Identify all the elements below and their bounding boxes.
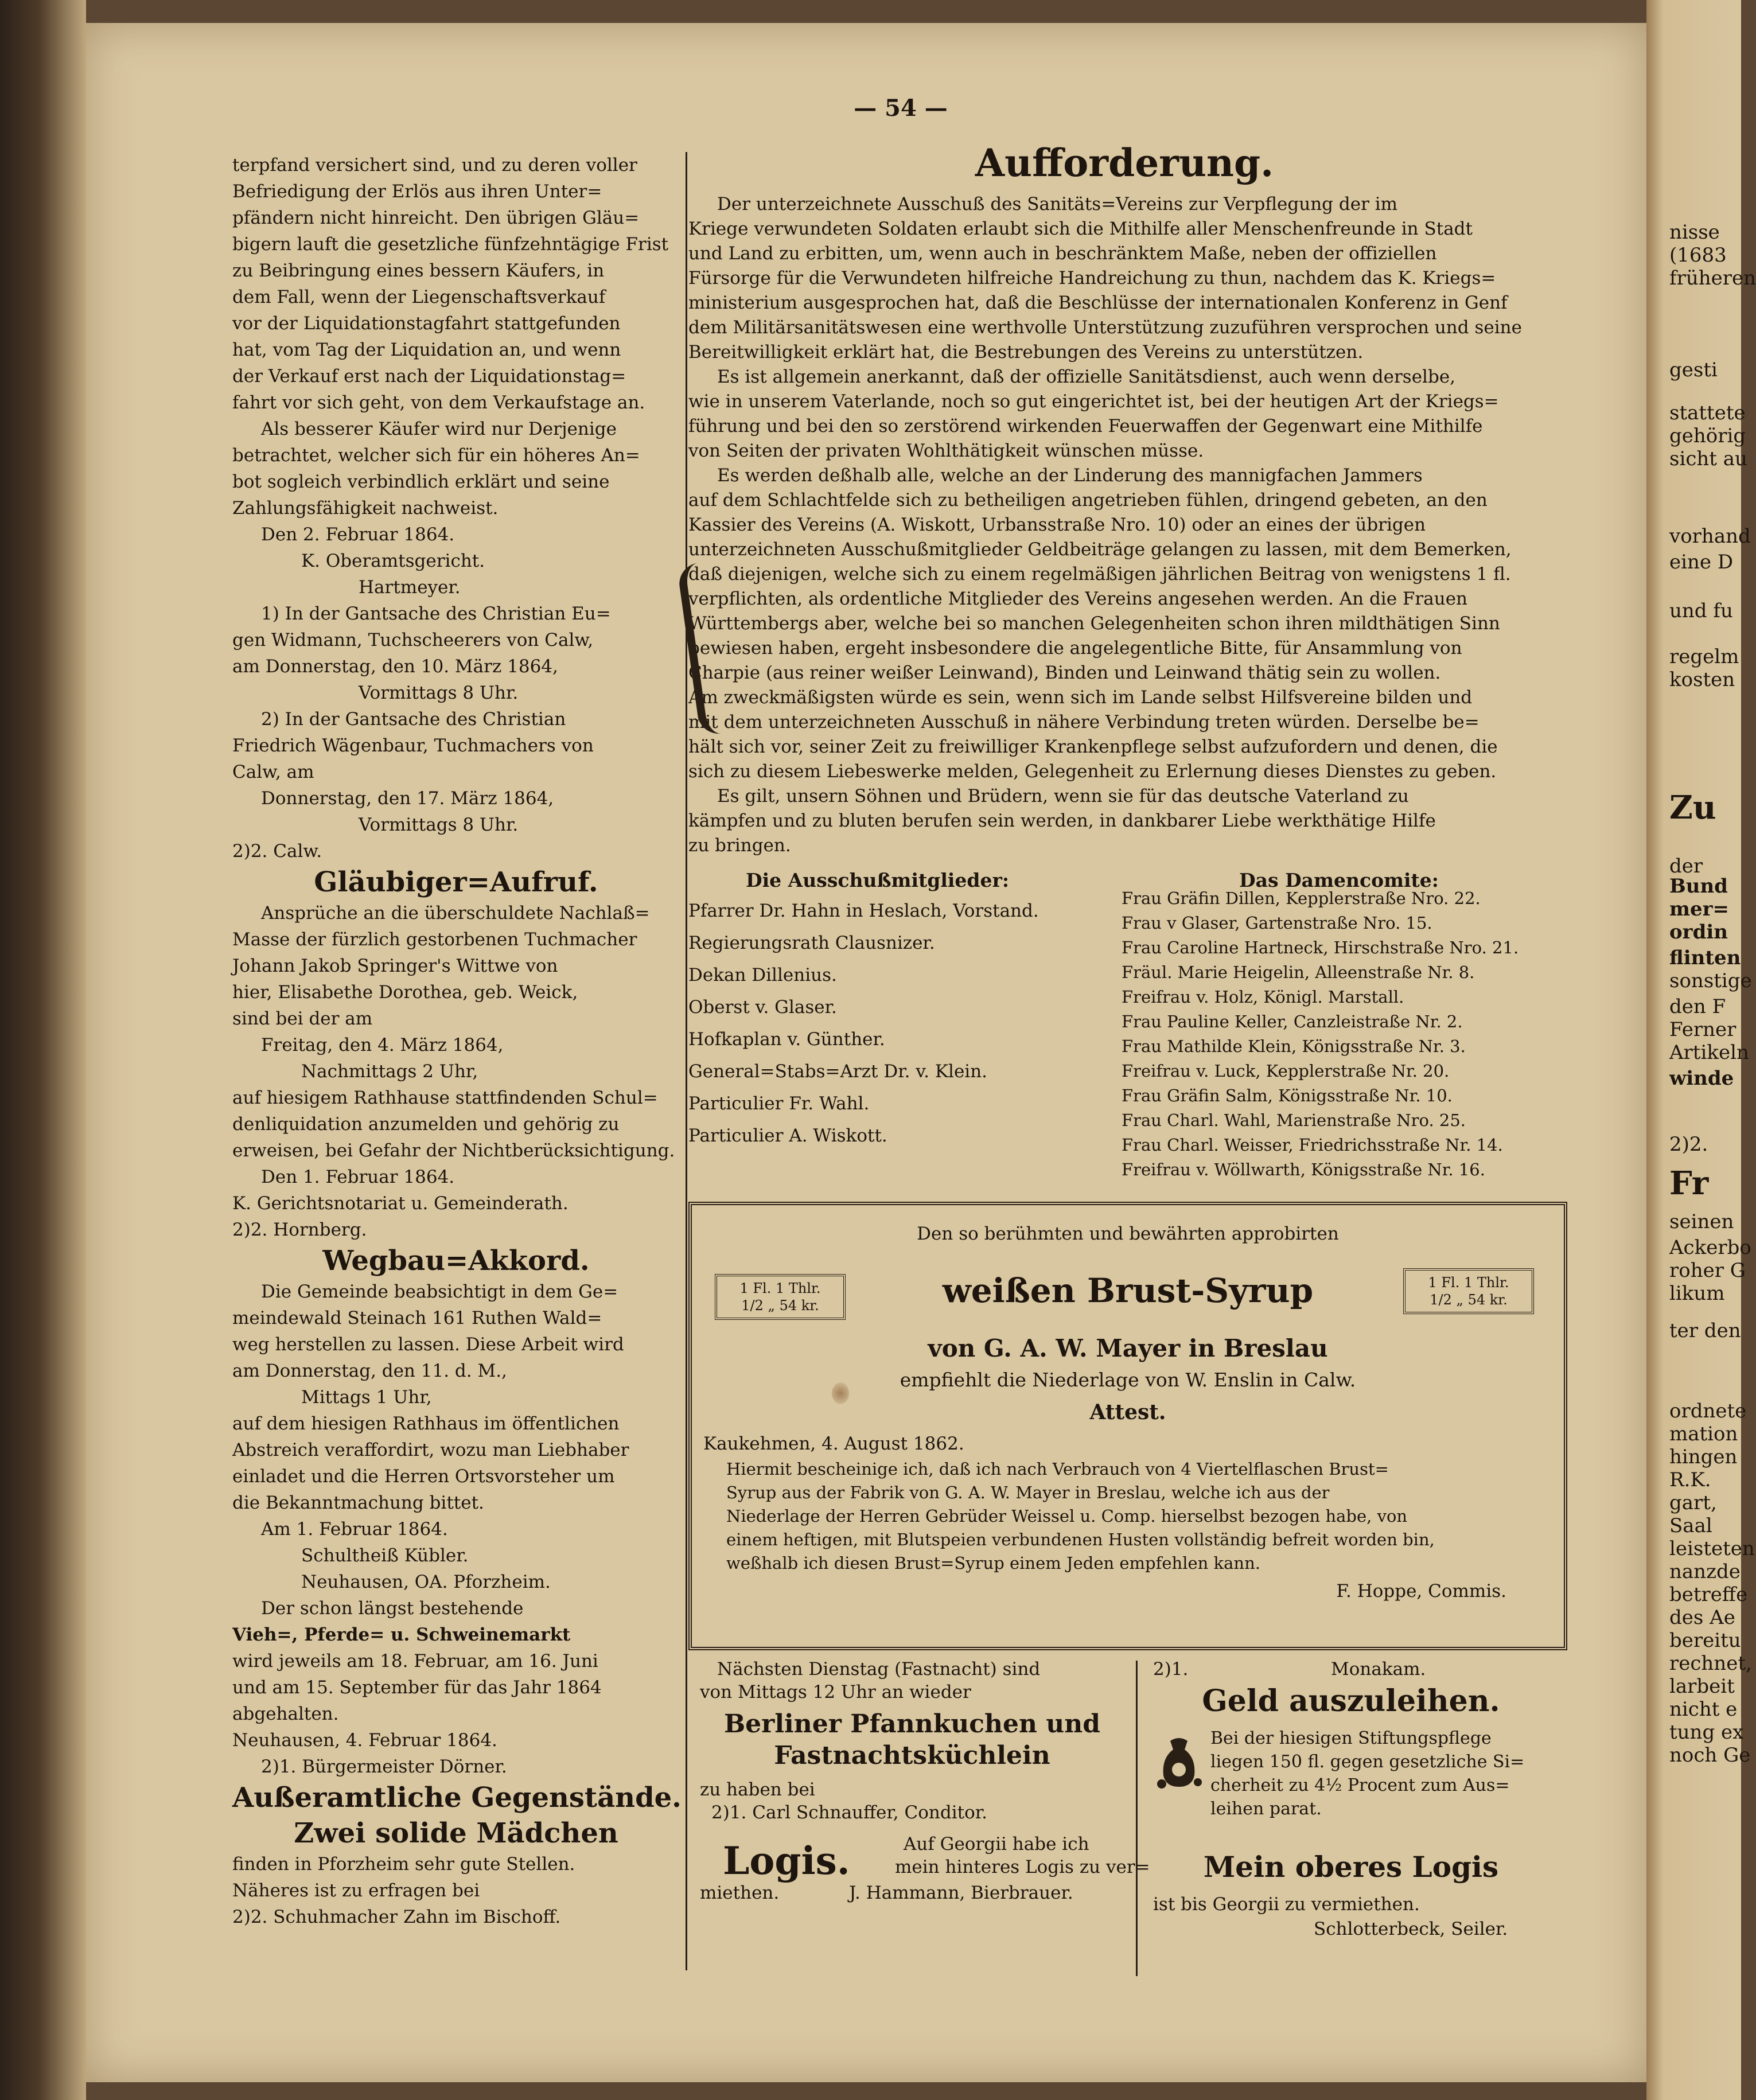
list-item: Syrup aus der Fabrik von G. A. W. Mayer in Breslau, welche ich aus der [726, 1483, 1330, 1502]
syrup-maker: von G. A. W. Mayer in Breslau [928, 1334, 1328, 1362]
text-line: und Land zu erbitten, um, wenn auch in beschränktem Maße, neben der offiziellen [688, 243, 1437, 264]
list-item: Particulier A. Wiskott. [688, 1125, 887, 1146]
facing-page-fragment: vorhand [1669, 525, 1751, 548]
text-line: und am 15. September für das Jahr 1864 [232, 1677, 602, 1698]
text-line: Näheres ist zu erfragen bei [232, 1880, 480, 1901]
list-item: liegen 150 fl. gegen gesetzliche Si= [1210, 1752, 1525, 1772]
text-line: sich zu diesem Liebeswerke melden, Gelegenheit zu Erlernung dieses Dienstes zu geben. [688, 761, 1497, 782]
list-item: Fräul. Marie Heigelin, Alleenstraße Nr. 8. [1122, 963, 1475, 982]
text-line: hat, vom Tag der Liquidation an, und wenn [232, 340, 621, 360]
text-line: abgehalten. [232, 1704, 339, 1724]
text-line: Johann Jakob Springer's Wittwe von [232, 956, 558, 976]
price-left-line2: 1/2 „ 54 kr. [741, 1298, 819, 1314]
facing-page-fragment: Saal [1669, 1514, 1712, 1537]
facing-page-fragment: noch Ge [1669, 1744, 1751, 1767]
oberes-logis-line1: ist bis Georgii zu vermiethen. [1153, 1894, 1420, 1915]
committee-list [688, 895, 1124, 1159]
list-item: Pfarrer Dr. Hahn in Heslach, Vorstand. [688, 901, 1039, 921]
text-line: führung und bei den so zerstörend wirkenden Feuerwaffen der Gegenwart eine Mithilfe [688, 416, 1483, 437]
facing-page-fragment: likum [1669, 1282, 1725, 1305]
text-line: Vormittags 8 Uhr. [359, 815, 519, 835]
geld-ref: 2)1. [1153, 1659, 1189, 1680]
text-line: Vieh=, Pferde= u. Schweinemarkt [232, 1624, 571, 1645]
facing-page-fragment: flinten [1669, 946, 1741, 969]
facing-page-fragment: rechnet, [1669, 1652, 1752, 1675]
facing-page-fragment: mer= [1669, 898, 1730, 921]
text-line: Vormittags 8 Uhr. [359, 683, 519, 703]
list-item: Frau v Glaser, Gartenstraße Nro. 15. [1122, 913, 1432, 933]
text-line: hier, Elisabethe Dorothea, geb. Weick, [232, 982, 578, 1003]
text-line: bot sogleich verbindlich erklärt und seine [232, 472, 610, 492]
text-line: Am zweckmäßigsten würde es sein, wenn sich im Lande selbst Hilfsvereine bilden und [688, 687, 1473, 708]
text-line: finden in Pforzheim sehr gute Stellen. [232, 1854, 575, 1875]
text-line: betrachtet, welcher sich für ein höheres An= [232, 445, 640, 466]
facing-page-fragment: betreffe [1669, 1583, 1748, 1606]
page-number: — 54 — [854, 95, 948, 122]
text-line: Charpie (aus reiner weißer Leinwand), Binden und Leinwand thätig sein zu wollen. [688, 663, 1441, 683]
text-line: 1) In der Gantsache des Christian Eu= [261, 603, 611, 624]
text-line: Württembergs aber, welche bei so manchen Gelegenheiten schon ihren mildthätigen Sinn [688, 613, 1500, 634]
text-line: 2)1. Bürgermeister Dörner. [261, 1756, 507, 1777]
facing-page-fragment: nisse [1669, 221, 1720, 244]
pancake-line2: von Mittags 12 Uhr an wieder [700, 1682, 971, 1702]
facing-page-fragment: larbeit [1669, 1675, 1735, 1698]
text-line: einladet und die Herren Ortsvorsteher um [232, 1466, 615, 1487]
text-line: der Verkauf erst nach der Liquidationstag= [232, 366, 626, 387]
facing-page-fragment: der [1669, 855, 1703, 878]
facing-page-fragment: nanzde [1669, 1560, 1741, 1583]
list-item: leihen parat. [1210, 1799, 1322, 1819]
logis-signature: J. Hammann, Bierbrauer. [849, 1883, 1073, 1903]
text-line: wird jeweils am 18. Februar, am 16. Juni [232, 1651, 598, 1672]
ink-stain [832, 1382, 849, 1404]
text-line: meindewald Steinach 161 Ruthen Wald= [232, 1308, 602, 1328]
text-line: Neuhausen, 4. Februar 1864. [232, 1730, 497, 1751]
text-line: auf dem hiesigen Rathhaus im öffentlichen [232, 1413, 620, 1434]
text-line: Zahlungsfähigkeit nachweist. [232, 498, 499, 519]
logis-line1: Auf Georgii habe ich [904, 1834, 1089, 1854]
facing-page-fragment: regelm [1669, 645, 1739, 668]
text-line: weg herstellen zu lassen. Diese Arbeit wird [232, 1334, 624, 1355]
ladies-heading: Das Damencomite: [1239, 869, 1439, 891]
text-line: 2)2. Calw. [232, 841, 322, 862]
text-line: Hartmeyer. [359, 577, 461, 598]
text-line: zu Beibringung eines bessern Käufers, in [232, 260, 605, 281]
list-item: cherheit zu 4½ Procent zum Aus= [1210, 1775, 1510, 1795]
list-item: Frau Pauline Keller, Canzleistraße Nr. 2. [1122, 1012, 1463, 1031]
list-item: Frau Charl. Weisser, Friedrichsstraße Nr. 14. [1122, 1135, 1503, 1155]
facing-page-fragment: früheren [1669, 267, 1756, 290]
text-line: Donnerstag, den 17. März 1864, [261, 788, 554, 809]
column-divider [686, 152, 687, 1970]
text-line: Als besserer Käufer wird nur Derjenige [261, 419, 617, 439]
text-line: Der unterzeichnete Ausschuß des Sanitäts=Vereins zur Verpflegung der im [717, 194, 1398, 215]
list-item: Regierungsrath Clausnizer. [688, 933, 935, 953]
list-item: Oberst v. Glaser. [688, 997, 837, 1018]
text-line: kämpfen und zu bluten berufen sein werden, in dankbarer Liebe werkthätige Hilfe [688, 811, 1436, 831]
facing-page-fragment: hingen [1669, 1446, 1738, 1468]
list-item: Freifrau v. Holz, Königl. Marstall. [1122, 987, 1404, 1007]
text-line: Zwei solide Mädchen [294, 1817, 618, 1849]
geld-text [1142, 1727, 1560, 1841]
facing-page-fragment: (1683 [1669, 244, 1727, 267]
text-line: denliquidation anzumelden und gehörig zu [232, 1114, 620, 1135]
text-line: Fürsorge für die Verwundeten hilfreiche Handreichung zu thun, nachdem das K. Kriegs= [688, 268, 1496, 289]
text-line: 2)2. Hornberg. [232, 1220, 367, 1240]
text-line: Wegbau=Akkord. [322, 1245, 590, 1277]
list-item: Frau Charl. Wahl, Marienstraße Nro. 25. [1122, 1111, 1466, 1130]
list-item: Hofkaplan v. Günther. [688, 1029, 885, 1050]
geld-place: Monakam. [1331, 1659, 1426, 1680]
facing-page-fragment: Bund [1669, 875, 1728, 898]
text-line: Gläubiger=Aufruf. [314, 866, 598, 898]
text-line: Abstreich veraffordirt, wozu man Liebhaber [232, 1440, 629, 1460]
text-line: bewiesen haben, ergeht insbesondere die angelegentliche Bitte, für Ansammlung von [688, 638, 1462, 659]
text-line: auf dem Schlachtfelde sich zu betheiligen angetrieben fühlen, dringend gebeten, an den [688, 490, 1488, 511]
text-line: von Seiten der privaten Wohlthätigkeit wünschen müsse. [688, 441, 1204, 461]
text-line: Die Gemeinde beabsichtigt in dem Ge= [261, 1281, 618, 1302]
text-line: dem Militärsanitätswesen eine werthvolle Unterstützung zuzuführen versprochen und seine [688, 317, 1522, 338]
text-line: daß diejenigen, welche sich zu einem regelmäßigen jährlichen Beitrag von wenigstens 1 fl. [688, 564, 1511, 585]
text-line: Es ist allgemein anerkannt, daß der offizielle Sanitätsdienst, auch wenn derselbe, [717, 367, 1456, 387]
facing-page-fragment: sonstige [1669, 969, 1752, 992]
text-line: Kassier des Vereins (A. Wiskott, Urbansstraße Nro. 10) oder an eines der übrigen [688, 515, 1426, 535]
text-line: die Bekanntmachung bittet. [232, 1493, 484, 1513]
facing-page-fragment: ordin [1669, 921, 1728, 944]
facing-page-fragment: des Ae [1669, 1606, 1735, 1629]
list-item: Bei der hiesigen Stiftungspflege [1210, 1728, 1492, 1748]
text-line: terpfand versichert sind, und zu deren voller [232, 155, 637, 176]
facing-page-fragment: und fu [1669, 599, 1733, 622]
facing-page-fragment: Ferner [1669, 1018, 1736, 1041]
text-line: Den 2. Februar 1864. [261, 524, 455, 545]
list-item: Frau Mathilde Klein, Königsstraße Nr. 3. [1122, 1037, 1466, 1056]
syrup-intro: Den so berühmten und bewährten approbirten [917, 1224, 1339, 1244]
facing-page-fragment: 2)2. [1669, 1133, 1708, 1156]
oberes-logis-signature: Schlotterbeck, Seiler. [1314, 1919, 1508, 1939]
text-line: Befriedigung der Erlös aus ihren Unter= [232, 181, 602, 202]
text-line: Der schon längst bestehende [261, 1598, 524, 1619]
aufforderung-body [688, 192, 1560, 880]
text-line: Masse der fürzlich gestorbenen Tuchmacher [232, 929, 637, 950]
facing-page-fragment: Ackerbo [1669, 1236, 1751, 1259]
text-line: Außeramtliche Gegenstände. [232, 1782, 682, 1814]
text-line: 2)2. Schuhmacher Zahn im Bischoff. [232, 1907, 561, 1927]
facing-page-fragment: gart, [1669, 1491, 1717, 1514]
pancake-signature: 2)1. Carl Schnauffer, Conditor. [711, 1802, 987, 1823]
committee-heading: Die Ausschußmitglieder: [746, 869, 1010, 891]
left-column [232, 152, 680, 1976]
text-line: Calw, am [232, 762, 314, 782]
text-line: Es gilt, unsern Söhnen und Brüdern, wenn sie für das deutsche Vaterland zu [717, 786, 1409, 807]
attest-heading: Attest. [1089, 1400, 1166, 1424]
list-item: Freifrau v. Luck, Kepplerstraße Nr. 20. [1122, 1061, 1450, 1081]
facing-page-fragment: sicht au [1669, 447, 1747, 470]
facing-page-fragment: bereitu [1669, 1629, 1741, 1652]
attest-text [703, 1458, 1558, 1578]
text-line: Bereitwilligkeit erklärt hat, die Bestrebungen des Vereins zu unterstützen. [688, 342, 1364, 363]
facing-page-edge [1646, 0, 1756, 2100]
text-line: verpflichten, als ordentliche Mitglieder des Vereins angesehen werden. An die Frauen [688, 589, 1468, 609]
price-left-line1: 1 Fl. 1 Thlr. [739, 1280, 821, 1296]
facing-page-fragment: Fr [1669, 1164, 1709, 1202]
pancake-ad [688, 1658, 1136, 1824]
text-line: pfändern nicht hinreicht. Den übrigen Gläu= [232, 208, 640, 228]
text-line: sind bei der am [232, 1008, 373, 1029]
facing-page-fragment: den F [1669, 995, 1726, 1018]
logis-ad [688, 1833, 1150, 1947]
facing-page-fragment: ter den [1669, 1319, 1741, 1342]
facing-page-fragment: R.K. [1669, 1468, 1711, 1491]
price-right-line1: 1 Fl. 1 Thlr. [1428, 1275, 1509, 1291]
geld-title: Geld auszuleihen. [1202, 1684, 1500, 1719]
text-line: auf hiesigem Rathhause stattfindenden Schul= [232, 1088, 658, 1108]
list-item: weßhalb ich diesen Brust=Syrup einem Jeden empfehlen kann. [726, 1553, 1260, 1573]
text-line: am Donnerstag, den 11. d. M., [232, 1361, 507, 1381]
facing-page-fragment: gehörig [1669, 424, 1746, 447]
facing-page-fragment: roher G [1669, 1259, 1746, 1282]
list-item: Frau Gräfin Dillen, Kepplerstraße Nro. 22. [1122, 889, 1481, 908]
price-right-line2: 1/2 „ 54 kr. [1430, 1292, 1508, 1308]
text-line: am Donnerstag, den 10. März 1864, [232, 656, 558, 677]
facing-page-fragment: nicht e [1669, 1698, 1738, 1721]
list-item: Freifrau v. Wöllwarth, Königsstraße Nr. 16. [1122, 1160, 1485, 1179]
syrup-depot: empfiehlt die Niederlage von W. Enslin in Calw. [900, 1369, 1356, 1391]
text-line: wie in unserem Vaterlande, noch so gut eingerichtet ist, bei der heutigen Art der Kriegs= [688, 391, 1499, 412]
list-item: einem heftigen, mit Blutspeien verbundenen Husten vollständig befreit worden bin, [726, 1530, 1435, 1549]
text-line: Nachmittags 2 Uhr, [301, 1061, 478, 1082]
list-item: Frau Gräfin Salm, Königsstraße Nr. 10. [1122, 1086, 1453, 1105]
text-line: Neuhausen, OA. Pforzheim. [301, 1572, 551, 1592]
geld-ad [1142, 1658, 1560, 1847]
text-line: gen Widmann, Tuchscheerers von Calw, [232, 630, 594, 650]
text-line: dem Fall, wenn der Liegenschaftsverkauf [232, 287, 606, 307]
ladies-list [1122, 886, 1569, 1190]
facing-page-fragment: eine D [1669, 551, 1734, 574]
oberes-logis-title: Mein oberes Logis [1203, 1850, 1499, 1884]
text-line: K. Oberamtsgericht. [301, 551, 485, 571]
text-line: ministerium ausgesprochen hat, daß die Beschlüsse der internationalen Konferenz in Genf [688, 293, 1508, 313]
facing-page-fragment: kosten [1669, 668, 1735, 691]
facing-page-fragment: stattete [1669, 402, 1746, 424]
pancake-line1: Nächsten Dienstag (Fastnacht) sind [717, 1659, 1041, 1680]
text-line: vor der Liquidationstagfahrt stattgefunden [232, 313, 621, 334]
text-line: Friedrich Wägenbaur, Tuchmachers von [232, 735, 594, 756]
list-item: Niederlage der Herren Gebrüder Weissel u. Comp. hierselbst bezogen habe, von [726, 1506, 1408, 1526]
text-line: unterzeichneten Ausschußmitglieder Geldbeiträge gelangen zu lassen, mit dem Bemerken, [688, 539, 1512, 560]
text-line: mit dem unterzeichneten Ausschuß in nähere Verbindung treten würden. Derselbe be= [688, 712, 1479, 733]
facing-page-fragment: gesti [1669, 359, 1718, 381]
book-gutter [0, 0, 86, 2100]
facing-page-fragment: tung ex [1669, 1721, 1744, 1744]
pancake-title1: Berliner Pfannkuchen und [723, 1709, 1101, 1739]
text-line: Es werden deßhalb alle, welche an der Linderung des mannigfachen Jammers [717, 465, 1423, 486]
text-line: Am 1. Februar 1864. [261, 1519, 448, 1540]
logis-line3: miethen. [700, 1883, 780, 1903]
facing-page-fragment: winde [1669, 1067, 1734, 1090]
text-line: Mittags 1 Uhr, [301, 1387, 432, 1408]
facing-page-fragment: ordnete [1669, 1400, 1747, 1423]
pancake-line3: zu haben bei [700, 1779, 815, 1800]
attest-signature: F. Hoppe, Commis. [1336, 1581, 1506, 1602]
list-item: Particulier Fr. Wahl. [688, 1093, 870, 1114]
bottom-ads-divider [1136, 1661, 1138, 1976]
text-line: K. Gerichtsnotariat u. Gemeinderath. [232, 1193, 569, 1214]
syrup-title: weißen Brust-Syrup [942, 1271, 1314, 1310]
attest-place: Kaukehmen, 4. August 1862. [703, 1433, 964, 1454]
text-line: bigern lauft die gesetzliche fünfzehntägige Frist [232, 234, 669, 255]
facing-page-fragment: Artikeln [1669, 1041, 1749, 1064]
text-line: Kriege verwundeten Soldaten erlaubt sich die Mithilfe aller Menschenfreunde in Stadt [688, 219, 1473, 239]
facing-page-fragment: mation [1669, 1423, 1738, 1446]
text-line: Schultheiß Kübler. [301, 1545, 469, 1566]
oberes-logis-ad [1142, 1850, 1560, 1953]
text-line: 2) In der Gantsache des Christian [261, 709, 566, 730]
text-line: Ansprüche an die überschuldete Nachlaß= [261, 903, 650, 924]
facing-page-fragment: seinen [1669, 1210, 1734, 1233]
list-item: General=Stabs=Arzt Dr. v. Klein. [688, 1061, 988, 1082]
list-item: Dekan Dillenius. [688, 965, 837, 985]
text-line: Freitag, den 4. März 1864, [261, 1035, 504, 1055]
text-line: fahrt vor sich geht, von dem Verkaufstage an. [232, 392, 645, 413]
text-line: erweisen, bei Gefahr der Nichtberücksichtigung. [232, 1140, 675, 1161]
syrup-advertisement [688, 1202, 1567, 1650]
logis-title: Logis. [723, 1838, 850, 1883]
facing-page-fragment: leisteten [1669, 1537, 1755, 1560]
text-line: hält sich vor, seiner Zeit zu freiwilliger Krankenpflege selbst aufzufordern und denen, die [688, 737, 1498, 757]
list-item: Frau Caroline Hartneck, Hirschstraße Nro. 21. [1122, 938, 1519, 957]
aufforderung-title: Aufforderung. [975, 141, 1274, 185]
facing-page-fragment: Zu [1669, 789, 1716, 827]
logis-line2: mein hinteres Logis zu ver= [895, 1857, 1150, 1877]
text-line: zu bringen. [688, 835, 791, 856]
list-item: Hiermit bescheinige ich, daß ich nach Verbrauch von 4 Viertelflaschen Brust= [726, 1459, 1389, 1479]
text-line: Den 1. Februar 1864. [261, 1167, 455, 1187]
pancake-title2: Fastnachtsküchlein [774, 1741, 1050, 1770]
